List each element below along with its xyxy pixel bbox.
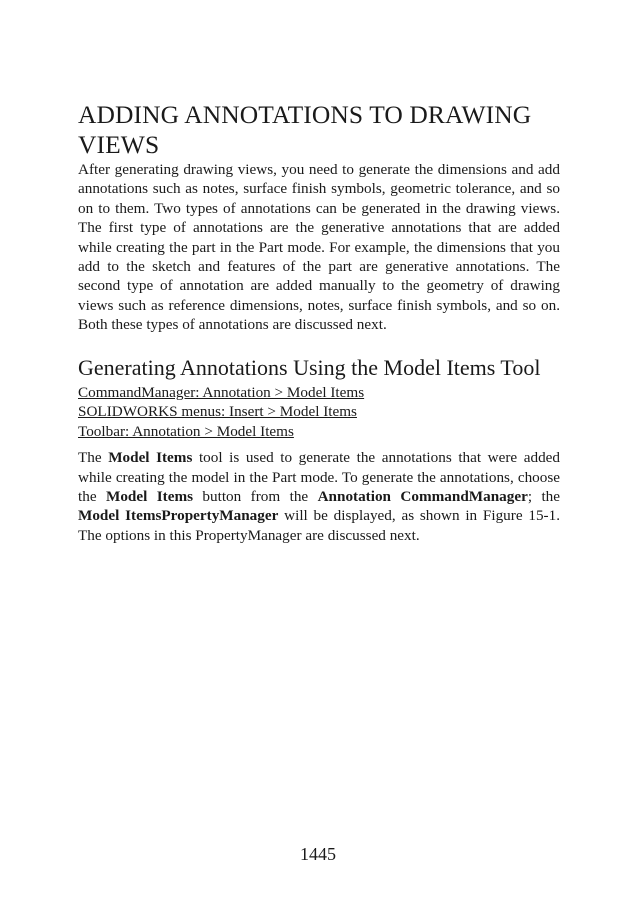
model-items-paragraph: [78, 448, 560, 545]
paragraph-text: ; the: [527, 487, 561, 505]
bold-annotation-commandmanager: Annotation CommandManager: [317, 487, 528, 505]
bold-model-items: Model Items: [108, 449, 193, 467]
section-title: ADDING ANNOTATIONS TO DRAWING VIEWS: [78, 100, 532, 159]
paragraph-text: tool is used to generate the annotations that were added while creating the model in the Part mode. To generate the annotations, choose the: [78, 449, 560, 505]
menu-path-solidworks-menus: SOLIDWORKS menus: Insert > Model Items: [78, 403, 357, 421]
page-number: 1445: [300, 844, 336, 864]
menu-path-commandmanager: CommandManager: Annotation > Model Items: [78, 383, 365, 401]
paragraph-text: The: [78, 449, 109, 467]
menu-path-toolbar: Toolbar: Annotation > Model Items: [78, 422, 294, 440]
intro-paragraph: After generating drawing views, you need to generate the dimensions and add annotations such as notes, surface finish symbols, geometric tolerance, and so on to them. Two types of annotations can be generated in the drawing views. The first type of annotations are the generative annotations that are added while creating the part in the Part mode. For example, the dimensions that you add to the sketch and features of the part are generative annotations. The second type of annotation are added manually to the geometry of drawing views such as reference dimensions, notes, surface finish symbols, and so on. Both these types of annotations are discussed next.: [78, 161, 560, 334]
paragraph-text: will be displayed, as shown in Figure 15-1. The options in this PropertyManager are discussed next.: [78, 507, 560, 544]
page-content: [78, 100, 560, 545]
bold-model-items-propertymanager: Model ItemsPropertyManager: [78, 507, 279, 525]
bold-model-items-button: Model Items: [105, 487, 194, 505]
subsection-title: Generating Annotations Using the Model Items Tool: [78, 354, 541, 380]
paragraph-text: button from the: [193, 487, 318, 505]
